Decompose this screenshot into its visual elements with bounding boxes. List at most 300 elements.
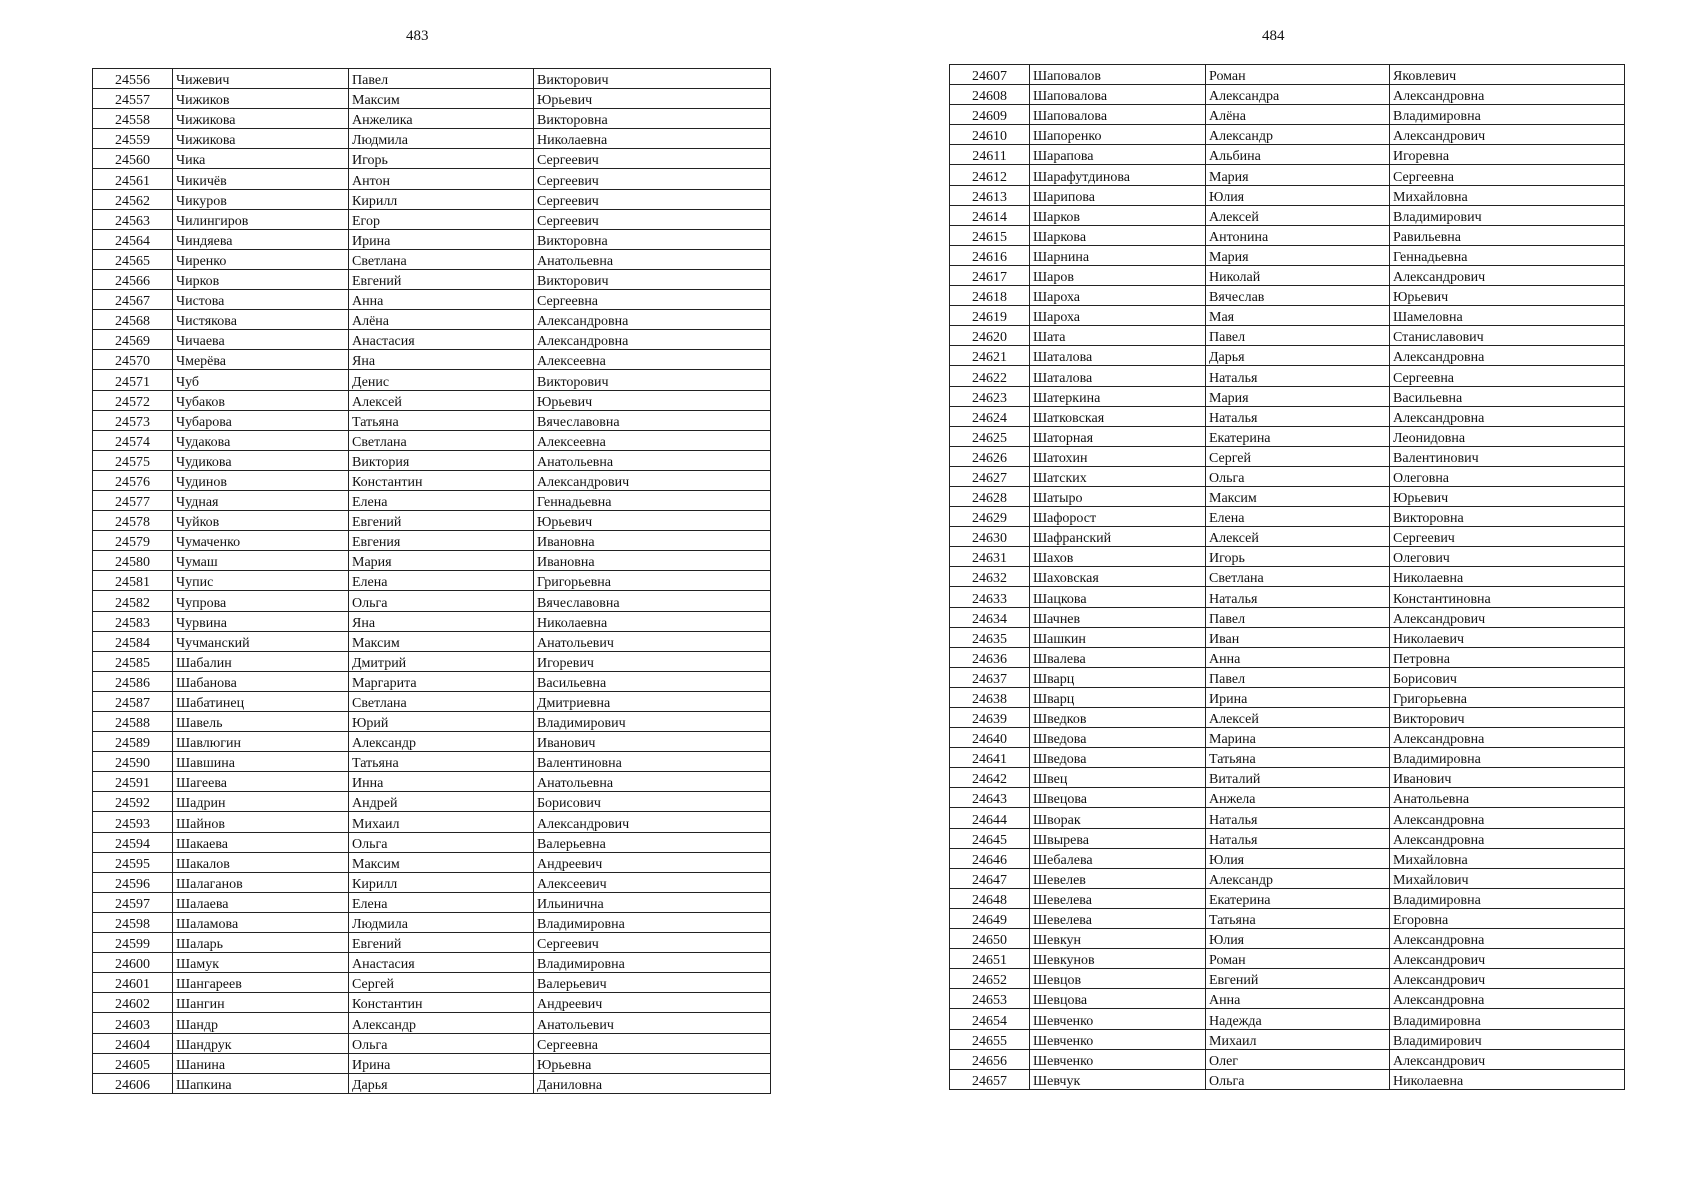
first-name-cell: Ольга — [1206, 466, 1390, 486]
record-number-cell: 24585 — [93, 651, 173, 671]
record-number-cell: 24567 — [93, 290, 173, 310]
first-name-cell: Ирина — [1206, 687, 1390, 707]
table-row — [950, 848, 1625, 868]
first-name-cell: Анжела — [1206, 788, 1390, 808]
patronymic-cell: Сергеевна — [534, 1033, 771, 1053]
surname-cell: Шабалин — [173, 651, 349, 671]
patronymic-cell: Александровна — [1390, 85, 1625, 105]
page-number-right: 484 — [1262, 28, 1285, 44]
patronymic-cell: Александрович — [1390, 949, 1625, 969]
record-number-cell: 24563 — [93, 209, 173, 229]
table-row — [93, 129, 771, 149]
record-number-cell: 24647 — [950, 868, 1030, 888]
table-row — [950, 466, 1625, 486]
patronymic-cell: Юрьевич — [1390, 286, 1625, 306]
record-number-cell: 24584 — [93, 631, 173, 651]
record-number-cell: 24575 — [93, 450, 173, 470]
first-name-cell: Евгений — [349, 269, 534, 289]
first-name-cell: Людмила — [349, 912, 534, 932]
record-number-cell: 24565 — [93, 249, 173, 269]
first-name-cell: Инна — [349, 772, 534, 792]
record-number-cell: 24599 — [93, 933, 173, 953]
first-name-cell: Роман — [1206, 949, 1390, 969]
first-name-cell: Антонина — [1206, 225, 1390, 245]
table-row — [93, 1073, 771, 1093]
table-row — [93, 531, 771, 551]
first-name-cell: Татьяна — [1206, 908, 1390, 928]
first-name-cell: Дарья — [1206, 346, 1390, 366]
surname-cell: Шаповалова — [1030, 85, 1206, 105]
patronymic-cell: Владимировна — [1390, 748, 1625, 768]
patronymic-cell: Сергеевна — [534, 290, 771, 310]
patronymic-cell: Андреевич — [534, 852, 771, 872]
record-number-cell: 24560 — [93, 149, 173, 169]
surname-cell: Чуйков — [173, 511, 349, 531]
patronymic-cell: Даниловна — [534, 1073, 771, 1093]
record-number-cell: 24652 — [950, 969, 1030, 989]
table-row — [950, 125, 1625, 145]
first-name-cell: Ирина — [349, 1053, 534, 1073]
first-name-cell: Татьяна — [349, 752, 534, 772]
first-name-cell: Наталья — [1206, 406, 1390, 426]
record-number-cell: 24646 — [950, 848, 1030, 868]
first-name-cell: Марина — [1206, 728, 1390, 748]
patronymic-cell: Александровна — [1390, 728, 1625, 748]
table-row — [950, 507, 1625, 527]
surname-cell: Шевелева — [1030, 888, 1206, 908]
surname-cell: Шебалева — [1030, 848, 1206, 868]
surname-cell: Шакаева — [173, 832, 349, 852]
table-row — [950, 868, 1625, 888]
table-row — [950, 949, 1625, 969]
table-row — [950, 326, 1625, 346]
table-row — [950, 728, 1625, 748]
first-name-cell: Дарья — [349, 1073, 534, 1093]
surname-cell: Шандр — [173, 1013, 349, 1033]
table-row — [950, 1029, 1625, 1049]
patronymic-cell: Валерьевич — [534, 973, 771, 993]
patronymic-cell: Иванович — [534, 732, 771, 752]
record-number-cell: 24556 — [93, 69, 173, 89]
table-row — [93, 892, 771, 912]
record-number-cell: 24569 — [93, 330, 173, 350]
surname-cell: Шарнина — [1030, 245, 1206, 265]
record-number-cell: 24576 — [93, 470, 173, 490]
table-row — [93, 631, 771, 651]
table-row — [93, 912, 771, 932]
first-name-cell: Роман — [1206, 65, 1390, 85]
surname-cell: Шафорост — [1030, 507, 1206, 527]
patronymic-cell: Анатольевна — [1390, 788, 1625, 808]
table-row — [950, 185, 1625, 205]
patronymic-cell: Сергеевич — [534, 189, 771, 209]
table-row — [950, 105, 1625, 125]
first-name-cell: Юлия — [1206, 185, 1390, 205]
table-row — [950, 647, 1625, 667]
surname-cell: Чупис — [173, 571, 349, 591]
record-number-cell: 24650 — [950, 929, 1030, 949]
first-name-cell: Иван — [1206, 627, 1390, 647]
surname-cell: Шанина — [173, 1053, 349, 1073]
first-name-cell: Наталья — [1206, 828, 1390, 848]
first-name-cell: Дмитрий — [349, 651, 534, 671]
register-table-left — [92, 68, 771, 1094]
record-number-cell: 24583 — [93, 611, 173, 631]
table-row — [93, 269, 771, 289]
first-name-cell: Алексей — [1206, 708, 1390, 728]
first-name-cell: Наталья — [1206, 366, 1390, 386]
surname-cell: Шайнов — [173, 812, 349, 832]
surname-cell: Чиндяева — [173, 229, 349, 249]
surname-cell: Швалева — [1030, 647, 1206, 667]
table-row — [93, 290, 771, 310]
table-row — [950, 567, 1625, 587]
patronymic-cell: Геннадьевна — [534, 490, 771, 510]
patronymic-cell: Александровна — [1390, 346, 1625, 366]
first-name-cell: Павел — [1206, 326, 1390, 346]
surname-cell: Чудная — [173, 490, 349, 510]
first-name-cell: Мария — [1206, 165, 1390, 185]
surname-cell: Шворак — [1030, 808, 1206, 828]
patronymic-cell: Николаевич — [1390, 627, 1625, 647]
patronymic-cell: Владимировна — [534, 953, 771, 973]
record-number-cell: 24632 — [950, 567, 1030, 587]
record-number-cell: 24597 — [93, 892, 173, 912]
table-row — [93, 310, 771, 330]
surname-cell: Шафранский — [1030, 527, 1206, 547]
record-number-cell: 24615 — [950, 225, 1030, 245]
table-row — [93, 1053, 771, 1073]
first-name-cell: Максим — [1206, 486, 1390, 506]
patronymic-cell: Викторовна — [534, 229, 771, 249]
first-name-cell: Татьяна — [1206, 748, 1390, 768]
record-number-cell: 24613 — [950, 185, 1030, 205]
patronymic-cell: Алексеевна — [534, 430, 771, 450]
table-row — [950, 85, 1625, 105]
patronymic-cell: Геннадьевна — [1390, 245, 1625, 265]
first-name-cell: Екатерина — [1206, 888, 1390, 908]
surname-cell: Шевелев — [1030, 868, 1206, 888]
patronymic-cell: Владимировна — [1390, 888, 1625, 908]
record-number-cell: 24609 — [950, 105, 1030, 125]
table-row — [93, 89, 771, 109]
record-number-cell: 24610 — [950, 125, 1030, 145]
table-row — [93, 551, 771, 571]
surname-cell: Шагеева — [173, 772, 349, 792]
patronymic-cell: Игоревич — [534, 651, 771, 671]
surname-cell: Чижиков — [173, 89, 349, 109]
record-number-cell: 24598 — [93, 912, 173, 932]
patronymic-cell: Алексеевна — [534, 350, 771, 370]
first-name-cell: Павел — [349, 69, 534, 89]
record-number-cell: 24588 — [93, 712, 173, 732]
record-number-cell: 24657 — [950, 1069, 1030, 1089]
first-name-cell: Ольга — [349, 591, 534, 611]
record-number-cell: 24614 — [950, 205, 1030, 225]
record-number-cell: 24641 — [950, 748, 1030, 768]
record-number-cell: 24581 — [93, 571, 173, 591]
patronymic-cell: Юрьевич — [534, 511, 771, 531]
first-name-cell: Андрей — [349, 792, 534, 812]
patronymic-cell: Владимировна — [1390, 1009, 1625, 1029]
surname-cell: Шангареев — [173, 973, 349, 993]
surname-cell: Швырева — [1030, 828, 1206, 848]
first-name-cell: Мария — [349, 551, 534, 571]
first-name-cell: Ольга — [349, 832, 534, 852]
patronymic-cell: Юрьевич — [534, 89, 771, 109]
record-number-cell: 24586 — [93, 671, 173, 691]
record-number-cell: 24596 — [93, 872, 173, 892]
table-row — [950, 245, 1625, 265]
patronymic-cell: Михайлович — [1390, 868, 1625, 888]
table-row — [93, 149, 771, 169]
patronymic-cell: Васильевна — [1390, 386, 1625, 406]
first-name-cell: Наталья — [1206, 808, 1390, 828]
table-row — [93, 229, 771, 249]
table-row — [93, 189, 771, 209]
surname-cell: Чика — [173, 149, 349, 169]
record-number-cell: 24573 — [93, 410, 173, 430]
patronymic-cell: Александрович — [534, 812, 771, 832]
record-number-cell: 24625 — [950, 426, 1030, 446]
first-name-cell: Анна — [1206, 647, 1390, 667]
table-row — [93, 430, 771, 450]
table-row — [93, 752, 771, 772]
surname-cell: Шаталова — [1030, 366, 1206, 386]
patronymic-cell: Николаевна — [534, 129, 771, 149]
first-name-cell: Надежда — [1206, 1009, 1390, 1029]
first-name-cell: Константин — [349, 470, 534, 490]
patronymic-cell: Викторович — [534, 69, 771, 89]
first-name-cell: Сергей — [349, 973, 534, 993]
first-name-cell: Алексей — [1206, 205, 1390, 225]
first-name-cell: Александр — [1206, 868, 1390, 888]
table-row — [93, 691, 771, 711]
patronymic-cell: Александрович — [1390, 607, 1625, 627]
table-row — [950, 486, 1625, 506]
first-name-cell: Анна — [349, 290, 534, 310]
patronymic-cell: Вячеславовна — [534, 591, 771, 611]
table-row — [93, 973, 771, 993]
surname-cell: Шведова — [1030, 728, 1206, 748]
surname-cell: Чудикова — [173, 450, 349, 470]
patronymic-cell: Сергеевич — [534, 169, 771, 189]
patronymic-cell: Валентиновна — [534, 752, 771, 772]
surname-cell: Чилингиров — [173, 209, 349, 229]
table-row — [93, 350, 771, 370]
first-name-cell: Алексей — [349, 390, 534, 410]
surname-cell: Шавлюгин — [173, 732, 349, 752]
record-number-cell: 24626 — [950, 446, 1030, 466]
patronymic-cell: Сергеевич — [534, 933, 771, 953]
surname-cell: Шароха — [1030, 286, 1206, 306]
patronymic-cell: Олегович — [1390, 547, 1625, 567]
surname-cell: Шаркова — [1030, 225, 1206, 245]
table-row — [950, 306, 1625, 326]
record-number-cell: 24636 — [950, 647, 1030, 667]
table-row — [93, 732, 771, 752]
patronymic-cell: Сергеевич — [1390, 527, 1625, 547]
record-number-cell: 24604 — [93, 1033, 173, 1053]
patronymic-cell: Сергеевна — [1390, 165, 1625, 185]
surname-cell: Шавель — [173, 712, 349, 732]
table-row — [93, 109, 771, 129]
patronymic-cell: Валерьевна — [534, 832, 771, 852]
surname-cell: Шахов — [1030, 547, 1206, 567]
record-number-cell: 24564 — [93, 229, 173, 249]
table-row — [950, 426, 1625, 446]
patronymic-cell: Анатольевич — [534, 631, 771, 651]
table-row — [950, 386, 1625, 406]
surname-cell: Шарипова — [1030, 185, 1206, 205]
table-row — [950, 547, 1625, 567]
surname-cell: Чудакова — [173, 430, 349, 450]
first-name-cell: Ольга — [1206, 1069, 1390, 1089]
surname-cell: Швец — [1030, 768, 1206, 788]
patronymic-cell: Григорьевна — [534, 571, 771, 591]
patronymic-cell: Алексеевич — [534, 872, 771, 892]
record-number-cell: 24595 — [93, 852, 173, 872]
patronymic-cell: Сергеевич — [534, 209, 771, 229]
patronymic-cell: Леонидовна — [1390, 426, 1625, 446]
surname-cell: Шашкин — [1030, 627, 1206, 647]
patronymic-cell: Юрьевич — [534, 390, 771, 410]
patronymic-cell: Викторович — [1390, 708, 1625, 728]
surname-cell: Шадрин — [173, 792, 349, 812]
record-number-cell: 24638 — [950, 687, 1030, 707]
page-number-left: 483 — [406, 28, 429, 44]
record-number-cell: 24642 — [950, 768, 1030, 788]
first-name-cell: Павел — [1206, 667, 1390, 687]
record-number-cell: 24561 — [93, 169, 173, 189]
first-name-cell: Елена — [349, 490, 534, 510]
patronymic-cell: Сергеевна — [1390, 366, 1625, 386]
first-name-cell: Людмила — [349, 129, 534, 149]
patronymic-cell: Владимирович — [534, 712, 771, 732]
record-number-cell: 24579 — [93, 531, 173, 551]
first-name-cell: Виталий — [1206, 768, 1390, 788]
record-number-cell: 24611 — [950, 145, 1030, 165]
record-number-cell: 24617 — [950, 265, 1030, 285]
surname-cell: Шачнев — [1030, 607, 1206, 627]
first-name-cell: Александр — [349, 1013, 534, 1033]
table-row — [950, 346, 1625, 366]
record-number-cell: 24656 — [950, 1049, 1030, 1069]
surname-cell: Чиренко — [173, 249, 349, 269]
patronymic-cell: Александровна — [1390, 989, 1625, 1009]
table-row — [93, 712, 771, 732]
first-name-cell: Константин — [349, 993, 534, 1013]
surname-cell: Шаларь — [173, 933, 349, 953]
surname-cell: Чурвина — [173, 611, 349, 631]
surname-cell: Шаповалова — [1030, 105, 1206, 125]
record-number-cell: 24645 — [950, 828, 1030, 848]
record-number-cell: 24624 — [950, 406, 1030, 426]
surname-cell: Шевкунов — [1030, 949, 1206, 969]
patronymic-cell: Юрьевич — [1390, 486, 1625, 506]
surname-cell: Чижикова — [173, 109, 349, 129]
record-number-cell: 24651 — [950, 949, 1030, 969]
surname-cell: Шаповалов — [1030, 65, 1206, 85]
record-number-cell: 24590 — [93, 752, 173, 772]
surname-cell: Шацкова — [1030, 587, 1206, 607]
first-name-cell: Светлана — [349, 430, 534, 450]
table-row — [93, 872, 771, 892]
record-number-cell: 24637 — [950, 667, 1030, 687]
surname-cell: Чубаков — [173, 390, 349, 410]
table-row — [950, 969, 1625, 989]
surname-cell: Шандрук — [173, 1033, 349, 1053]
first-name-cell: Ольга — [349, 1033, 534, 1053]
patronymic-cell: Иванович — [1390, 768, 1625, 788]
patronymic-cell: Ивановна — [534, 551, 771, 571]
surname-cell: Чумаш — [173, 551, 349, 571]
record-number-cell: 24582 — [93, 591, 173, 611]
patronymic-cell: Викторовна — [534, 109, 771, 129]
table-row — [950, 1049, 1625, 1069]
surname-cell: Шатских — [1030, 466, 1206, 486]
surname-cell: Шангин — [173, 993, 349, 1013]
first-name-cell: Антон — [349, 169, 534, 189]
record-number-cell: 24629 — [950, 507, 1030, 527]
surname-cell: Шалаева — [173, 892, 349, 912]
first-name-cell: Мария — [1206, 245, 1390, 265]
table-row — [950, 828, 1625, 848]
first-name-cell: Ирина — [349, 229, 534, 249]
surname-cell: Чистова — [173, 290, 349, 310]
record-number-cell: 24616 — [950, 245, 1030, 265]
record-number-cell: 24608 — [950, 85, 1030, 105]
first-name-cell: Михаил — [349, 812, 534, 832]
first-name-cell: Максим — [349, 631, 534, 651]
record-number-cell: 24649 — [950, 908, 1030, 928]
first-name-cell: Яна — [349, 611, 534, 631]
table-row — [93, 832, 771, 852]
first-name-cell: Елена — [1206, 507, 1390, 527]
table-row — [950, 687, 1625, 707]
table-row — [93, 370, 771, 390]
patronymic-cell: Станиславович — [1390, 326, 1625, 346]
first-name-cell: Светлана — [1206, 567, 1390, 587]
first-name-cell: Татьяна — [349, 410, 534, 430]
record-number-cell: 24602 — [93, 993, 173, 1013]
table-row — [950, 1069, 1625, 1089]
patronymic-cell: Александровна — [534, 330, 771, 350]
table-row — [950, 667, 1625, 687]
first-name-cell: Евгений — [1206, 969, 1390, 989]
first-name-cell: Александр — [1206, 125, 1390, 145]
record-number-cell: 24558 — [93, 109, 173, 129]
patronymic-cell: Владимирович — [1390, 205, 1625, 225]
first-name-cell: Максим — [349, 852, 534, 872]
first-name-cell: Сергей — [1206, 446, 1390, 466]
surname-cell: Шевчук — [1030, 1069, 1206, 1089]
record-number-cell: 24635 — [950, 627, 1030, 647]
table-row — [93, 772, 771, 792]
surname-cell: Шатохин — [1030, 446, 1206, 466]
surname-cell: Шавшина — [173, 752, 349, 772]
record-number-cell: 24619 — [950, 306, 1030, 326]
first-name-cell: Анна — [1206, 989, 1390, 1009]
surname-cell: Шаховская — [1030, 567, 1206, 587]
surname-cell: Шатыро — [1030, 486, 1206, 506]
surname-cell: Шаров — [1030, 265, 1206, 285]
surname-cell: Шевкун — [1030, 929, 1206, 949]
patronymic-cell: Юрьевна — [534, 1053, 771, 1073]
table-row — [950, 286, 1625, 306]
record-number-cell: 24589 — [93, 732, 173, 752]
surname-cell: Шевелева — [1030, 908, 1206, 928]
